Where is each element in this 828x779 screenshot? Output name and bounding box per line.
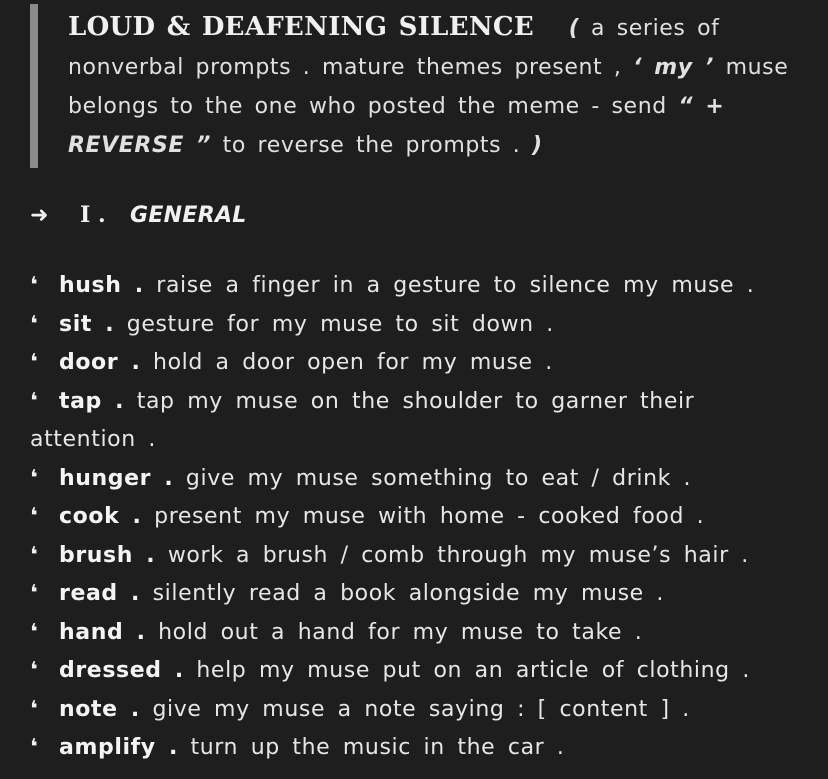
prompt-text: hold out a hand for my muse to take . bbox=[158, 619, 643, 645]
prompt-text: tap my muse on the shoulder to garner their attention . bbox=[30, 388, 695, 452]
prompt-key: amplify . bbox=[59, 735, 178, 760]
intro-line-2: nonverbal prompts . mature themes present , bbox=[68, 55, 622, 80]
prompt-key: brush . bbox=[59, 542, 156, 568]
send-quote-open: “ + bbox=[678, 94, 725, 119]
prompt-text: give my muse a note saying : [ content ] . bbox=[152, 696, 690, 722]
prompt-text: raise a finger in a gesture to silence my muse . bbox=[156, 273, 755, 298]
bullet-icon: ❛ bbox=[30, 311, 39, 337]
list-item bbox=[30, 306, 810, 345]
list-item bbox=[30, 614, 810, 653]
prompt-key: note . bbox=[59, 696, 140, 722]
header-text bbox=[68, 8, 798, 165]
prompt-key: hush . bbox=[59, 273, 144, 298]
intro-line-2-end: muse bbox=[725, 55, 789, 80]
intro-line-1: a series of bbox=[579, 16, 720, 41]
bullet-icon: ❛ bbox=[30, 696, 39, 722]
bullet-icon: ❛ bbox=[30, 273, 39, 298]
section-numeral: I . bbox=[80, 202, 106, 228]
list-item bbox=[30, 729, 810, 768]
prompt-text: help my muse put on an article of clothing . bbox=[196, 658, 750, 683]
list-item bbox=[30, 652, 810, 691]
bullet-icon: ❛ bbox=[30, 542, 39, 568]
prompt-text: give my muse something to eat / drink . bbox=[185, 465, 692, 491]
paren-close: ) bbox=[531, 133, 543, 158]
prompt-text: silently read a book alongside my muse . bbox=[152, 581, 664, 606]
prompt-list bbox=[30, 267, 810, 768]
bullet-icon: ❛ bbox=[30, 504, 39, 529]
list-item bbox=[30, 267, 810, 306]
list-item bbox=[30, 691, 810, 730]
quote-bar bbox=[30, 4, 38, 168]
prompt-text: hold a door open for my muse . bbox=[153, 350, 553, 375]
list-item bbox=[30, 575, 810, 614]
arrow-icon: ➜ bbox=[30, 203, 49, 228]
bullet-icon: ❛ bbox=[30, 350, 39, 375]
intro-line-3: belongs to the one who posted the meme - send bbox=[68, 94, 667, 119]
prompt-key: hand . bbox=[59, 619, 146, 645]
prompt-text: work a brush / comb through my muse’s hair . bbox=[167, 542, 749, 568]
prompt-text: present my muse with home - cooked food . bbox=[154, 504, 705, 529]
bullet-icon: ❛ bbox=[30, 658, 39, 683]
prompt-key: read . bbox=[59, 581, 140, 606]
list-item bbox=[30, 383, 810, 460]
bullet-icon: ❛ bbox=[30, 619, 39, 645]
header-block bbox=[30, 4, 810, 168]
intro-line-4: to reverse the prompts . bbox=[211, 133, 521, 158]
prompt-key: tap . bbox=[59, 388, 125, 414]
paren-open: ( bbox=[568, 16, 580, 41]
prompt-text: turn up the music in the car . bbox=[190, 735, 565, 760]
bullet-icon: ❛ bbox=[30, 388, 39, 414]
bullet-icon: ❛ bbox=[30, 581, 39, 606]
bullet-icon: ❛ bbox=[30, 735, 39, 760]
section-label: GENERAL bbox=[130, 203, 247, 228]
prompt-text: gesture for my muse to sit down . bbox=[126, 311, 554, 337]
prompt-key: dressed . bbox=[59, 658, 184, 683]
prompt-key: hunger . bbox=[59, 465, 174, 491]
list-item bbox=[30, 460, 810, 499]
prompt-key: cook . bbox=[59, 504, 142, 529]
prompt-key: door . bbox=[59, 350, 141, 375]
prompt-key: sit . bbox=[59, 311, 115, 337]
page-title: LOUD & DEAFENING SILENCE bbox=[68, 12, 535, 42]
reverse-keyword: REVERSE ” bbox=[68, 133, 212, 158]
list-item bbox=[30, 344, 810, 383]
bullet-icon: ❛ bbox=[30, 465, 39, 491]
my-quote: ‘ my ’ bbox=[633, 55, 714, 80]
list-item bbox=[30, 537, 810, 576]
list-item bbox=[30, 498, 810, 537]
section-heading bbox=[30, 196, 247, 235]
